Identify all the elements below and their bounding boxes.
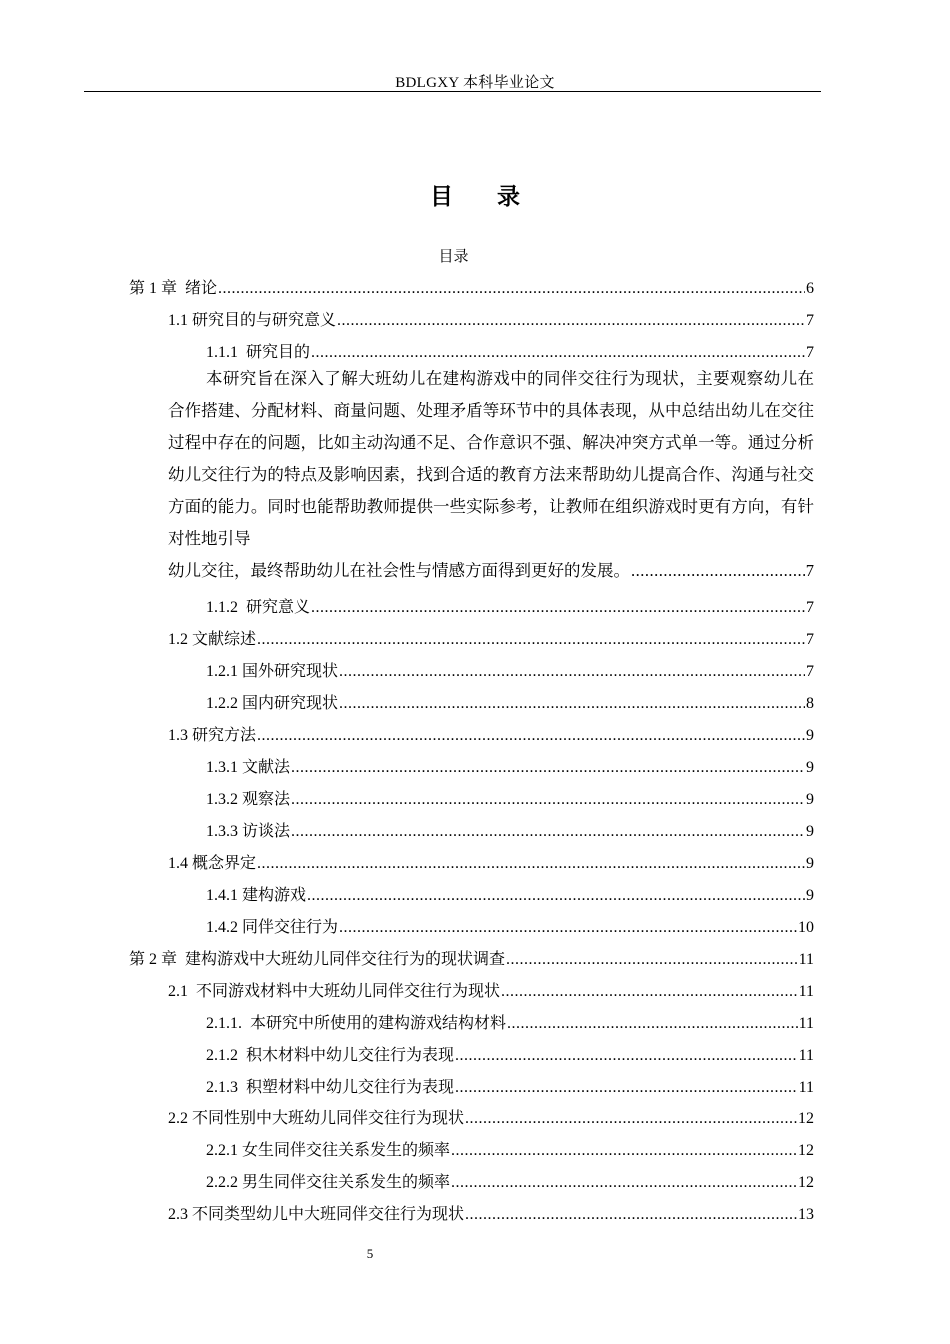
toc-entry-title: 1.2 文献综述 <box>168 631 257 648</box>
toc-entry[interactable] <box>206 1014 814 1034</box>
toc-subtitle: 目录 <box>438 249 469 265</box>
toc-entry[interactable] <box>168 311 814 331</box>
toc-entry-page: 9 <box>806 855 814 872</box>
toc-entry-page: 11 <box>798 1047 814 1064</box>
toc-entry[interactable] <box>206 662 814 682</box>
toc-entry-page: 10 <box>798 919 814 936</box>
toc-leader-dots <box>631 555 805 587</box>
toc-entry[interactable] <box>206 822 814 842</box>
header-rule <box>84 91 821 92</box>
toc-entry-page: 7 <box>806 663 814 680</box>
toc-entry[interactable] <box>129 950 814 970</box>
toc-entry-page: 11 <box>798 983 814 1000</box>
toc-entry[interactable] <box>206 598 814 618</box>
toc-entry-page: 7 <box>806 312 814 329</box>
toc-entry-page: 6 <box>806 280 814 297</box>
toc-entry-title: 2.1.2 积木材料中幼儿交往行为表现 <box>206 1047 455 1064</box>
toc-entry-title: 1.3.2 观察法 <box>206 791 291 808</box>
toc-entry[interactable] <box>206 1078 814 1098</box>
toc-entry[interactable] <box>206 758 814 778</box>
toc-leader-dots <box>465 1109 797 1129</box>
toc-entry[interactable] <box>206 343 814 363</box>
toc-leader-dots <box>455 1046 798 1066</box>
toc-entry-title: 第 2 章 建构游戏中大班幼儿同伴交往行为的现状调查 <box>129 951 506 968</box>
toc-entry[interactable] <box>206 1141 814 1161</box>
toc-entry-page: 7 <box>806 599 814 616</box>
toc-entry-title: 1.2.2 国内研究现状 <box>206 695 339 712</box>
toc-entry-page: 9 <box>806 727 814 744</box>
toc-entry[interactable] <box>168 630 814 650</box>
toc-leader-dots <box>455 1078 798 1098</box>
toc-leader-dots <box>291 822 805 842</box>
toc-paragraph-page: 7 <box>805 561 814 580</box>
toc-entry[interactable] <box>168 726 814 746</box>
toc-entry[interactable] <box>206 918 814 938</box>
toc-entry-title: 2.3 不同类型幼儿中大班同伴交往行为现状 <box>168 1206 465 1223</box>
toc-entry[interactable] <box>206 886 814 906</box>
toc-entry[interactable] <box>206 1173 814 1193</box>
toc-paragraph-last-line[interactable] <box>168 555 814 587</box>
toc-entry[interactable] <box>168 1109 814 1129</box>
toc-leader-dots <box>307 886 805 906</box>
toc-entry-title: 2.1.3 积塑材料中幼儿交往行为表现 <box>206 1079 455 1096</box>
toc-entry-title: 2.2.2 男生同伴交往关系发生的频率 <box>206 1174 451 1191</box>
toc-leader-dots <box>311 343 805 363</box>
toc-entry[interactable] <box>129 279 814 299</box>
toc-entry[interactable] <box>168 854 814 874</box>
toc-leader-dots <box>339 694 805 714</box>
toc-leader-dots <box>257 854 805 874</box>
toc-entry-page: 9 <box>806 791 814 808</box>
toc-leader-dots <box>501 982 798 1002</box>
toc-leader-dots <box>451 1173 797 1193</box>
toc-entry[interactable] <box>206 1046 814 1066</box>
toc-leader-dots <box>291 790 805 810</box>
toc-entry-page: 9 <box>806 759 814 776</box>
toc-leader-dots <box>291 758 805 778</box>
toc-leader-dots <box>218 279 805 299</box>
toc-entry-title: 2.1 不同游戏材料中大班幼儿同伴交往行为现状 <box>168 983 501 1000</box>
toc-entry-title: 1.3.1 文献法 <box>206 759 291 776</box>
toc-paragraph-last-text: 幼儿交往，最终帮助幼儿在社会性与情感方面得到更好的发展。 <box>168 561 630 580</box>
toc-entry-title: 1.1.1 研究目的 <box>206 344 311 361</box>
toc-entry-title: 2.2.1 女生同伴交往关系发生的频率 <box>206 1142 451 1159</box>
toc-leader-dots <box>465 1205 797 1225</box>
toc-leader-dots <box>337 311 805 331</box>
toc-leader-dots <box>257 630 805 650</box>
toc-entry-page: 12 <box>798 1142 814 1159</box>
toc-entry-title: 1.2.1 国外研究现状 <box>206 663 339 680</box>
toc-entry-title: 1.3.3 访谈法 <box>206 823 291 840</box>
toc-entry-page: 9 <box>806 823 814 840</box>
toc-entry[interactable] <box>168 1205 814 1225</box>
toc-entry-page: 13 <box>798 1206 814 1223</box>
toc-leader-dots <box>311 598 805 618</box>
toc-leader-dots <box>507 1014 798 1034</box>
toc-entry-page: 11 <box>798 1015 814 1032</box>
page-number: 5 <box>366 1246 374 1261</box>
toc-entry-page: 7 <box>806 344 814 361</box>
toc-entry-title: 1.1 研究目的与研究意义 <box>168 312 337 329</box>
page-header: BDLGXY 本科毕业论文 <box>395 75 555 91</box>
toc-title: 目 录 <box>429 184 538 210</box>
toc-entry-page: 9 <box>806 887 814 904</box>
toc-leader-dots <box>451 1141 797 1161</box>
toc-entry-title: 1.4.2 同伴交往行为 <box>206 919 339 936</box>
toc-entry-title: 2.2 不同性别中大班幼儿同伴交往行为现状 <box>168 1110 465 1127</box>
toc-paragraph-body: 本研究旨在深入了解大班幼儿在建构游戏中的同伴交往行为现状，主要观察幼儿在合作搭建、分配材料、商量问题、处理矛盾等环节中的具体表现，从中总结出幼儿在交往过程中存在的问题，比如主动沟通不足、合作意识不强、解决冲突方式单一等。通过分析幼儿交往行为的特点及影响因素，找到合适的教育方法来帮助幼儿提高合作、沟通与社交方面的能力。同时也能帮助教师提供一些实际参考，让教师在组织游戏时更有方向，有针对性地引导 <box>168 369 814 548</box>
toc-leader-dots <box>506 950 798 970</box>
toc-entry[interactable] <box>206 694 814 714</box>
toc-entry-title: 第 1 章 绪论 <box>129 280 218 297</box>
toc-entry-title: 1.3 研究方法 <box>168 727 257 744</box>
toc-leader-dots <box>339 662 805 682</box>
toc-entry-page: 12 <box>798 1110 814 1127</box>
toc-leader-dots <box>257 726 805 746</box>
toc-entry-page: 8 <box>806 695 814 712</box>
toc-entry-title: 2.1.1. 本研究中所使用的建构游戏结构材料 <box>206 1015 507 1032</box>
toc-entry-page: 12 <box>798 1174 814 1191</box>
toc-entry-title: 1.4 概念界定 <box>168 855 257 872</box>
toc-entry-page: 11 <box>798 951 814 968</box>
toc-entry[interactable] <box>206 790 814 810</box>
toc-entry-title: 1.1.2 研究意义 <box>206 599 311 616</box>
toc-entry-title: 1.4.1 建构游戏 <box>206 887 307 904</box>
toc-entry-page: 11 <box>798 1079 814 1096</box>
toc-entry[interactable] <box>168 982 814 1002</box>
toc-leader-dots <box>339 918 797 938</box>
toc-entry-page: 7 <box>806 631 814 648</box>
